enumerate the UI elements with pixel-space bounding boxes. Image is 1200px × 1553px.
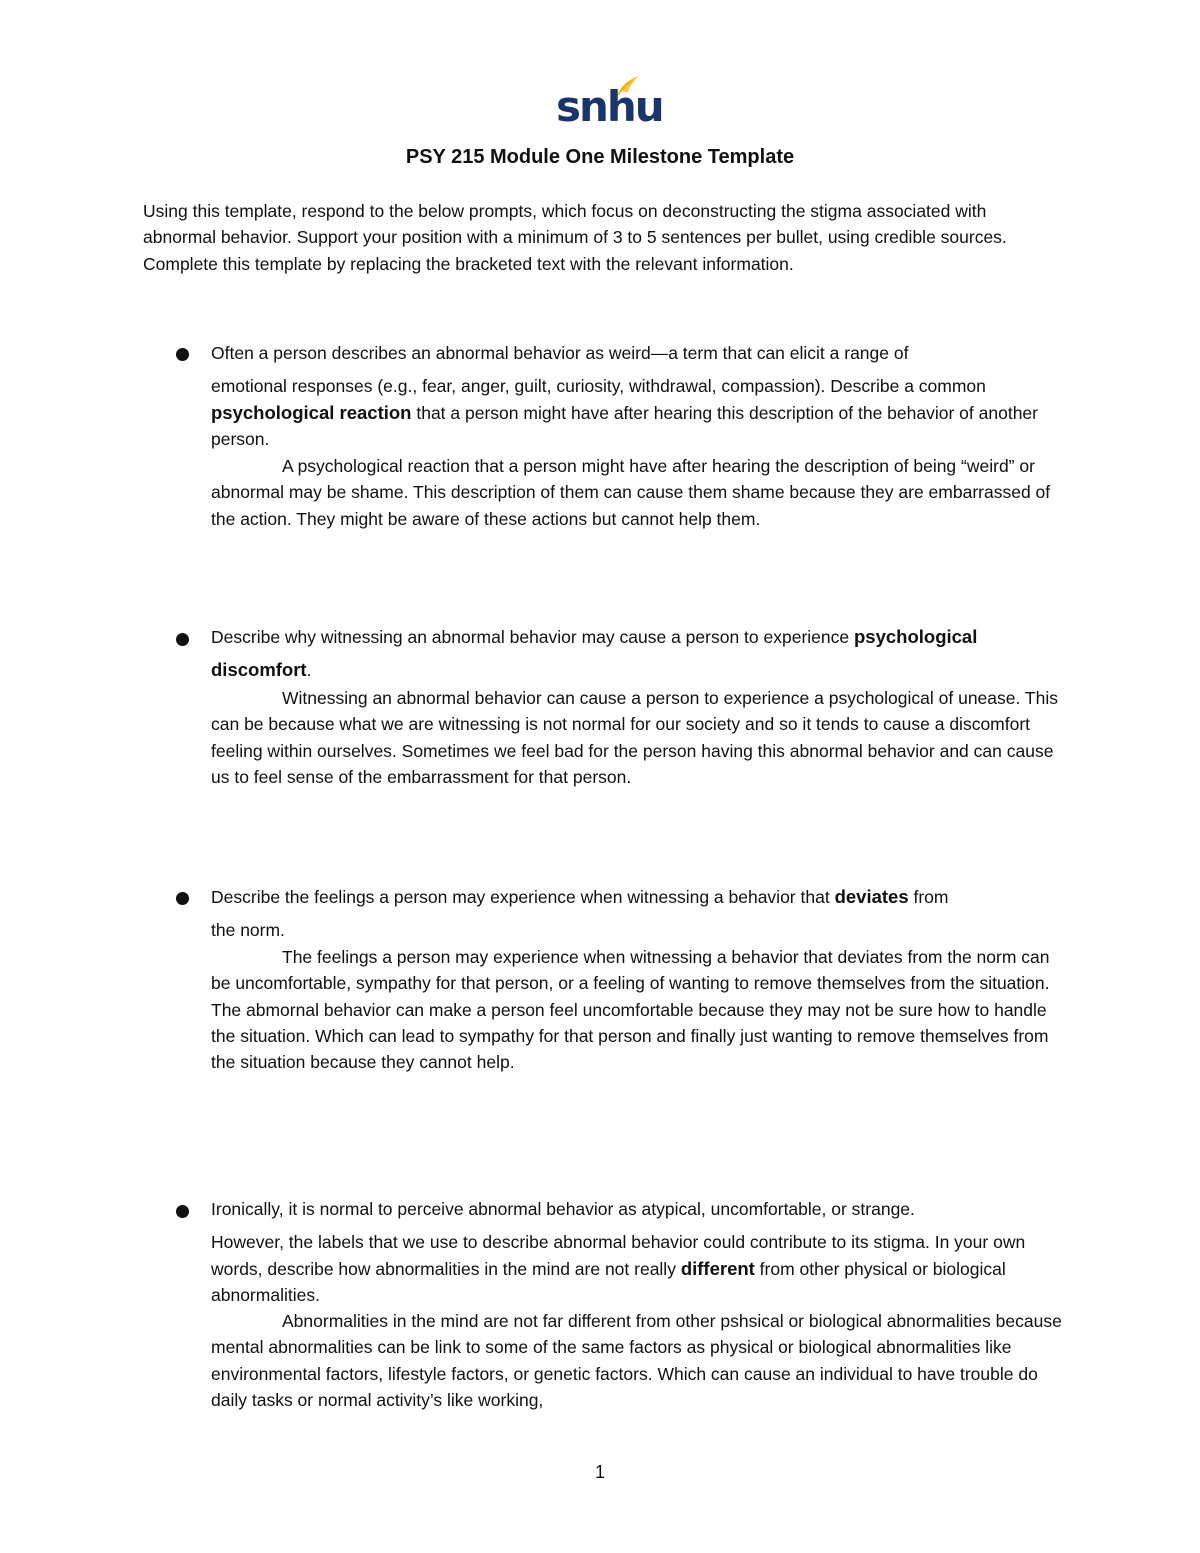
bold-term: psychological: [853, 626, 978, 647]
prompt-text: Often a person describes an abnormal behavior as weird—a term that can elicit a range of emotional responses (e.g., fear, anger, guilt, curiosity, withdrawal, compassion). Describe a common psychological reaction that a person might have after hearing this description of the behavior of another person.: [211, 343, 1038, 449]
page-title: PSY 215 Module One Milestone Template: [405, 146, 795, 168]
answer-text: The feelings a person may experience when witnessing a behavior that deviates from the norm can be uncomfortable, sympathy for that person, or a feeling of wanting to remove themselves from the situation. The abmornal behavior can make a person feel uncomfortable because they may not be sure how to handle the situation. Which can lead to sympathy for that person and finally just wanting to remove themselves from the situation because they cannot help.: [211, 947, 1050, 1073]
answer-text: A psychological reaction that a person might have after hearing the description of being “weird” or abnormal may be shame. This description of them can cause them shame because they are embarrassed of the action. They might be aware of these actions but cannot help them.: [211, 456, 1051, 529]
intro-paragraph: Using this template, respond to the below prompts, which focus on deconstructing the stigma associated with abnormal behavior. Support your position with a minimum of 3 to 5 sentences per bullet, using credible sources. Complete this template by replacing the bracketed text with the relevant information.: [143, 201, 1007, 274]
bold-term: discomfort: [211, 659, 307, 681]
bullet-dot-icon: [176, 892, 189, 905]
bold-term: deviates: [834, 886, 909, 907]
bold-term: different: [680, 1257, 755, 1279]
prompt-text: Describe why witnessing an abnormal behavior may cause a person to experience psychological discomfort.: [211, 626, 978, 681]
answer-text: Abnormalities in the mind are not far different from other pshsical or biological abnormalities because mental abnormalities can be link to some of the same factors as physical or biological abnormalities like environmental factors, lifestyle factors, or genetic factors. Which can cause an individual to have trouble do daily tasks or normal activity’s like working,: [211, 1311, 1062, 1410]
bullet-dot-icon: [176, 1205, 189, 1218]
page-number: 1: [594, 1462, 605, 1482]
bold-term: psychological reaction: [211, 401, 412, 423]
snhu-logo: [556, 74, 663, 132]
bullet-dot-icon: [176, 348, 189, 361]
prompt-text: Describe the feelings a person may experience when witnessing a behavior that deviates from the norm.: [211, 886, 949, 941]
bullet-dot-icon: [176, 633, 189, 646]
prompt-text: Ironically, it is normal to perceive abnormal behavior as atypical, uncomfortable, or strange. However, the labels that we use to describe abnormal behavior could contribute to its stigma. In your own words, describe how abnormalities in the mind are not really different from other physical or biological abnormalities.: [211, 1199, 1026, 1305]
logo-wordmark: snhu: [556, 82, 663, 131]
answer-text: Witnessing an abnormal behavior can cause a person to experience a psychological of unease. This can be because what we are witnessing is not normal for our society and so it tends to cause a discomfort feeling within ourselves. Sometimes we feel bad for the person having this abnormal behavior and can cause us to feel sense of the embarrassment for that person.: [211, 688, 1058, 787]
